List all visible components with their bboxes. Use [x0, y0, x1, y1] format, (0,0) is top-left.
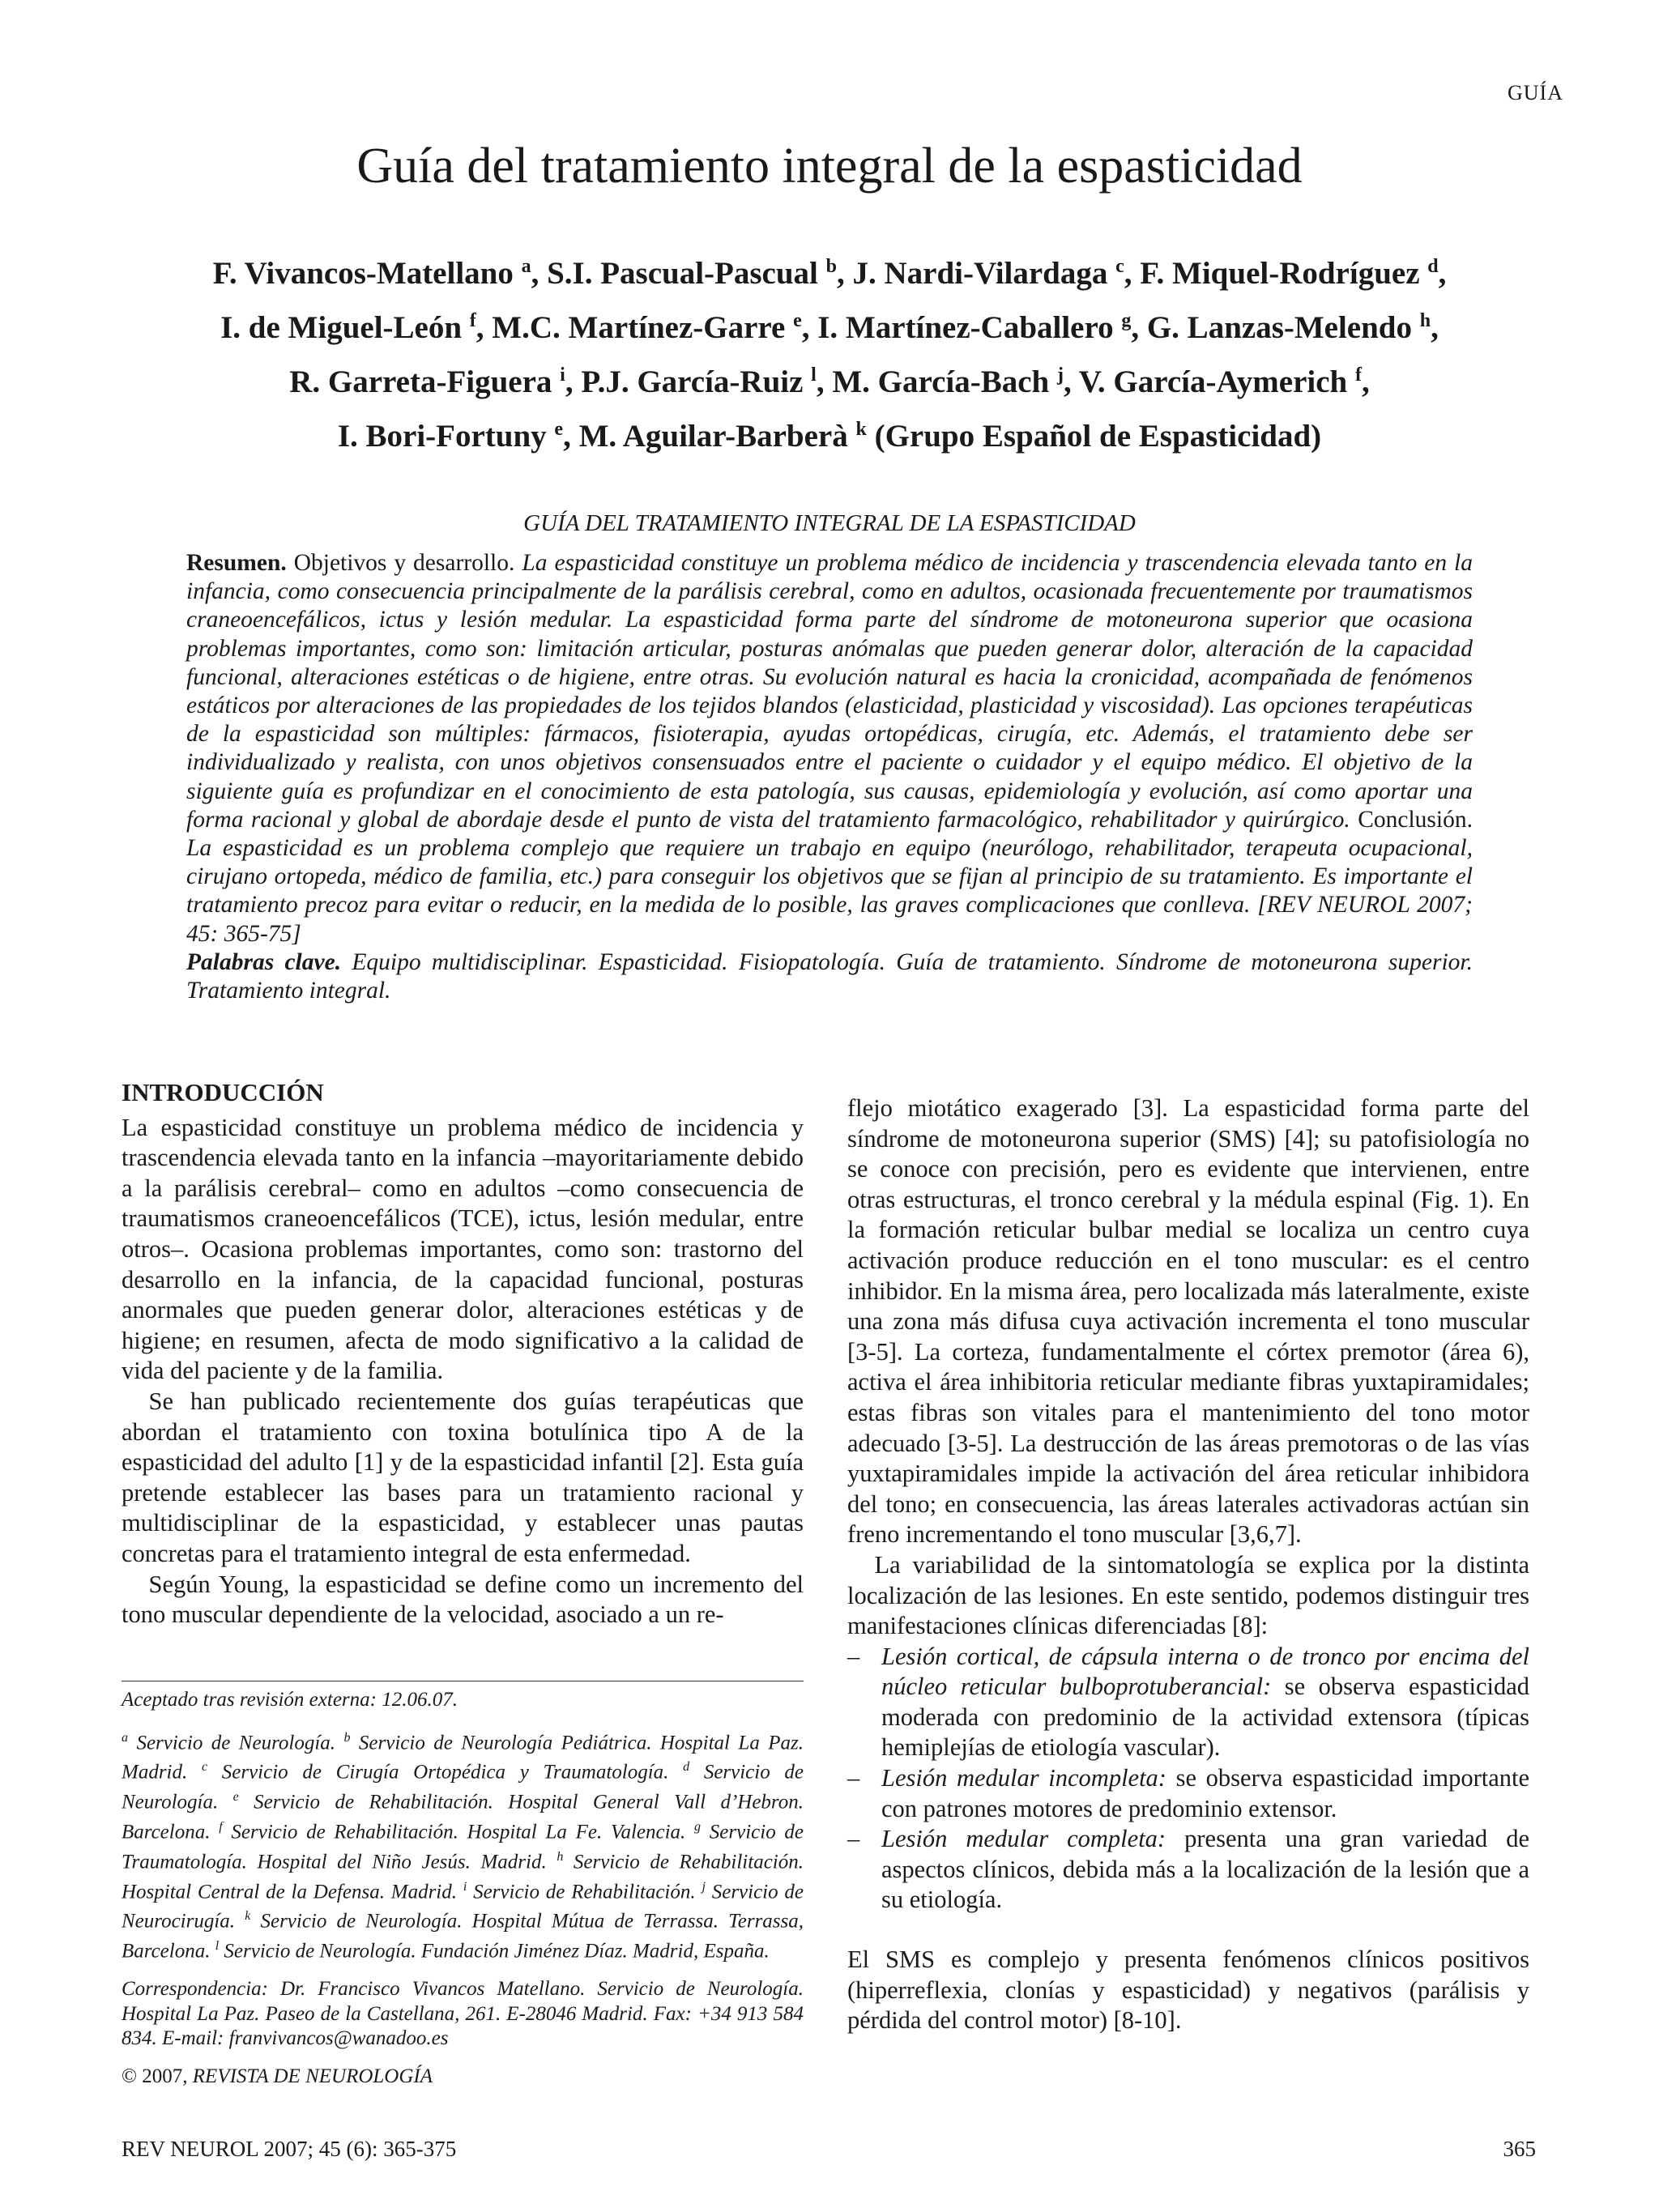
affiliation-text: Servicio de Neurocirugía.: [122, 1880, 804, 1933]
author-name: F. Miquel-Rodríguez: [1140, 256, 1420, 291]
list-item: [847, 1642, 1529, 1763]
intro-paragraph-2: Se han publicado recientemente dos guías terapéuticas que abordan el tratamiento con toxina botulínica tipo A de la espasticidad del adulto [1] y de la espasticidad infantil [2]. Esta guía pretende establecer las bases para un tratamiento racional y multidisciplinar de la espasticidad, y establecer unas pautas concretas para el tratamiento integral de esta enfermedad.: [122, 1387, 804, 1567]
author-name: G. Lanzas-Melendo: [1146, 310, 1413, 345]
author-name: I. Martínez-Caballero: [817, 310, 1114, 345]
lesion-list: [847, 1642, 1529, 1916]
affiliation-mark: j: [702, 1879, 706, 1894]
author-affiliation-mark: i: [560, 364, 565, 386]
conclusion-label: Conclusión.: [1358, 806, 1473, 833]
section-heading-introduccion: INTRODUCCIÓN: [122, 1078, 324, 1106]
list-item-text: se observa espasticidad moderada con predominio de la actividad extensora (típicas hemiplejías de etiología vascular).: [881, 1673, 1530, 1762]
author-name: M. García-Bach: [832, 364, 1050, 399]
section-tag: GUÍA: [1508, 81, 1563, 104]
affiliation-text: Servicio de Rehabilitación. Hospital General Vall d’Hebron. Barcelona.: [122, 1791, 804, 1843]
affiliation-text: Servicio de Rehabilitación. Hospital La Fe. Valencia.: [231, 1821, 686, 1843]
author-affiliation-mark: f: [1354, 364, 1362, 386]
author-affiliation-mark: l: [811, 364, 817, 386]
affiliation-mark: f: [219, 1819, 223, 1834]
author-affiliation-mark: k: [855, 419, 867, 440]
page-number: 365: [1503, 2137, 1536, 2161]
list-item-text: se observa espasticidad importante con patrones motores de predominio extensor.: [881, 1764, 1529, 1822]
author-name: I. Bori-Fortuny: [337, 419, 547, 454]
body-paragraph-1: flejo miotático exagerado [3]. La espasticidad forma parte del síndrome de motoneurona superior (SMS) [4]; su patofisiología no se conoce con precisión, pero es evidente que intervienen, entre otras estructuras, el tronco cerebral y la médula espinal (Fig. 1). En la formación reticular bulbar medial se localiza un centro cuya activación produce reducción en el tono muscular: es el centro inhibidor. En la misma área, pero localizada más lateralmente, existe una zona más difusa cuya activación incrementa el tono muscular [3-5]. La corteza, fundamentalmente el córtex premotor (área 6), activa el área inhibitoria reticular mediante fibras yuxtapiramidales; estas fibras son vitales para el mantenimiento del tono motor adecuado [3-5]. La destrucción de las áreas premotoras o de las vías yuxtapiramidales impide la activación del área reticular inhibidora del tono; en consecuencia, las áreas laterales activadoras actúan sin freno incrementando el tono muscular [3,6,7].: [847, 1094, 1529, 1549]
keywords-label: Palabras clave.: [186, 948, 342, 975]
accepted-note: Aceptado tras revisión externa: 12.06.07.: [122, 1689, 458, 1711]
affiliation-mark: h: [557, 1849, 564, 1864]
list-dash: –: [847, 1642, 860, 1670]
affiliation-text: Servicio de Cirugía Ortopédica y Traumatología.: [221, 1761, 669, 1784]
conclusion-text: La espasticidad es un problema complejo que requiere un trabajo en equipo (neurólogo, rehabilitador, terapeuta ocupacional, cirujano ortopeda, médico de familia, etc.) para conseguir los objetivos que se fijan al principio de su tratamiento. Es importante el tratamiento precoz para evitar o reducir, en la medida de lo posible, las graves complicaciones que conlleva. [REV NEUROL 2007; 45: 365-75]: [186, 835, 1473, 947]
author-name: V. García-Aymerich: [1078, 364, 1348, 399]
copyright: [122, 2065, 804, 2090]
affiliation-mark: b: [343, 1730, 351, 1745]
affiliations: [122, 1726, 804, 1965]
affiliation-mark: l: [215, 1939, 220, 1954]
author-affiliation-mark: a: [521, 256, 531, 277]
affiliation-mark: i: [463, 1879, 467, 1894]
right-column: [847, 1093, 1529, 2036]
author-list: F. Vivancos-Matellano $^a$, S.I. Pascual-Pascual $^b$, J. Nardi-Vilardaga $^c$, F. Miquel-Rodríguez $^d$, I. de Miguel-León $^f$, M.C. Martínez-Garre $^e$, I. Martínez-Caballero $^g$, G. Lanzas-Melendo $^h$, R. Garreta-Figuera $^i$, P.J. García-Ruiz $^l$, M. García-Bach $^j$, V. García-Aymerich $^f$, I. Bori-Fortuny $^e$, M. Aguilar-Barberà $^k$ (Grupo Español de Espasticidad): [212, 256, 1447, 454]
author-name: R. Garreta-Figuera: [289, 364, 552, 399]
affiliation-text: Servicio de Traumatología. Hospital del Niño Jesús. Madrid.: [122, 1821, 804, 1873]
footnotes: [122, 1688, 804, 2102]
affiliation-text: Servicio de Neurología Pediátrica. Hospital La Paz. Madrid.: [122, 1731, 804, 1784]
list-item-text: presenta una gran variedad de aspectos clínicos, debida más a la localización de la lesión que a su etiología.: [881, 1825, 1529, 1914]
author-name: P.J. García-Ruiz: [581, 364, 804, 399]
keywords-text: Equipo multidisciplinar. Espasticidad. Fisiopatología. Guía de tratamiento. Síndrome de motoneurona superior. Tratamiento integral.: [186, 948, 1473, 1004]
author-name: S.I. Pascual-Pascual: [547, 256, 818, 291]
list-dash: –: [847, 1825, 860, 1853]
author-affiliation-mark: d: [1427, 256, 1439, 277]
body-paragraph-3: El SMS es complejo y presenta fenómenos clínicos positivos (hiperreflexia, clonías y espasticidad) y negativos (parálisis y pérdida del control motor) [8-10].: [847, 1946, 1529, 2035]
abstract-title: GUÍA DEL TRATAMIENTO INTEGRAL DE LA ESPASTICIDAD: [523, 510, 1136, 536]
author-name: I. de Miguel-León: [220, 310, 463, 345]
correspondence: Correspondencia: Dr. Francisco Vivancos Matellano. Servicio de Neurología. Hospital La Paz. Paseo de la Castellana, 261. E-28046 Madrid. Fax: +34 913 584 834. E-mail: franvivancos@wanadoo.es: [122, 1978, 804, 2050]
affiliation-mark: g: [694, 1819, 702, 1834]
resumen-label: Resumen.: [186, 550, 287, 576]
intro-paragraph-1: La espasticidad constituye un problema médico de incidencia y trascendencia elevada tanto en la infancia –mayoritariamente debido a la parálisis cerebral– como en adultos –como consecuencia de traumatismos craneoencefálicos (TCE), ictus, lesión medular, entre otros–. Ocasiona problemas importantes, como son: trastorno del desarrollo en la infancia, de la capacidad funcional, posturas anormales que pueden generar dolor, alteraciones estéticas y de higiene; en resumen, afecta de modo significativo a la calidad de vida del paciente y de la familia.: [122, 1113, 804, 1385]
affiliation-mark: a: [122, 1730, 128, 1745]
author-name: J. Nardi-Vilardaga: [852, 256, 1108, 291]
affiliation-text: Servicio de Neurología.: [136, 1731, 336, 1754]
affiliation-mark: e: [232, 1790, 239, 1805]
objetivos-label: Objetivos y desarrollo.: [293, 550, 515, 576]
author-affiliation-mark: e: [554, 419, 564, 440]
author-name: F. Vivancos-Matellano: [212, 256, 514, 291]
author-affiliation-mark: e: [793, 310, 802, 331]
copyright-journal: REVISTA DE NEUROLOGÍA: [192, 2065, 433, 2087]
author-affiliation-mark: g: [1121, 310, 1132, 331]
affiliation-mark: d: [683, 1760, 690, 1775]
author-name: M. Aguilar-Barberà: [578, 419, 848, 454]
affiliation-text: Servicio de Neurología. Fundación Jiménez Díaz. Madrid, España.: [224, 1940, 770, 1963]
author-name: M.C. Martínez-Garre: [492, 310, 786, 345]
left-column: [122, 1077, 804, 1630]
article-title: Guía del tratamiento integral de la espasticidad: [356, 139, 1303, 194]
author-affiliation-mark: j: [1057, 364, 1064, 386]
copyright-symbol: © 2007,: [122, 2065, 188, 2087]
list-dash: –: [847, 1764, 860, 1792]
list-item: [847, 1824, 1529, 1916]
affiliation-text: Servicio de Neurología.: [122, 1761, 804, 1813]
list-item-label: Lesión medular completa:: [881, 1825, 1166, 1853]
list-item-label: Lesión medular incompleta:: [881, 1764, 1166, 1792]
abstract: [186, 549, 1473, 1005]
list-item-label: Lesión cortical, de cápsula interna o de tronco por encima del núcleo reticular bulboprotuberancial:: [881, 1642, 1529, 1701]
journal-reference: REV NEUROL 2007; 45 (6): 365-375: [122, 2137, 457, 2161]
body-paragraph-2: La variabilidad de la sintomatología se explica por la distinta localización de las lesiones. En este sentido, podemos distinguir tres manifestaciones clínicas diferenciadas [8]:: [847, 1550, 1529, 1640]
intro-paragraph-3: Según Young, la espasticidad se define como un incremento del tono muscular dependiente de la velocidad, asociado a un re-: [122, 1570, 804, 1629]
author-affiliation-mark: b: [825, 256, 837, 277]
affiliation-text: Servicio de Rehabilitación.: [473, 1880, 696, 1903]
author-affiliation-mark: f: [469, 310, 476, 331]
affiliation-text: Servicio de Neurología. Hospital Mútua de Terrassa. Terrassa, Barcelona.: [122, 1910, 804, 1963]
affiliation-mark: k: [245, 1909, 251, 1924]
objetivos-text: La espasticidad constituye un problema médico de incidencia y trascendencia elevada tanto en la infancia, como consecuencia principalmente de la parálisis cerebral, como en adultos, ocasionada frecuentemente por traumatismos craneoencefálicos, ictus y lesión medular. La espasticidad forma parte del síndrome de motoneurona superior que ocasiona problemas importantes, como son: limitación articular, posturas anómalas que pueden generar dolor, alteración de la capacidad funcional, alteraciones estéticas o de higiene, entre otras. Su evolución natural es hacia la cronicidad, acompañada de fenómenos estáticos por alteraciones de las propiedades de los tejidos blandos (elasticidad, plasticidad y viscosidad). Las opciones terapéuticas de la espasticidad son múltiples: fármacos, fisioterapia, ayudas ortopédicas, cirugía, etc. Además, el tratamiento debe ser individualizado y realista, con unos objetivos consensuados entre el paciente o cuidador y el equipo médico. El objetivo de la siguiente guía es profundizar en el conocimiento de esta patología, sus causas, epidemiología y evolución, así como aportar una forma racional y global de abordaje desde el punto de vista del tratamiento farmacológico, rehabilitador y quirúrgico.: [186, 550, 1473, 833]
affiliation-mark: c: [201, 1760, 208, 1775]
list-item: [847, 1763, 1529, 1824]
author-affiliation-mark: c: [1115, 256, 1124, 277]
author-affiliation-mark: h: [1419, 310, 1431, 331]
author-group: (Grupo Español de Espasticidad): [874, 419, 1322, 454]
affiliation-text: Servicio de Rehabilitación. Hospital Central de la Defensa. Madrid.: [122, 1851, 804, 1903]
